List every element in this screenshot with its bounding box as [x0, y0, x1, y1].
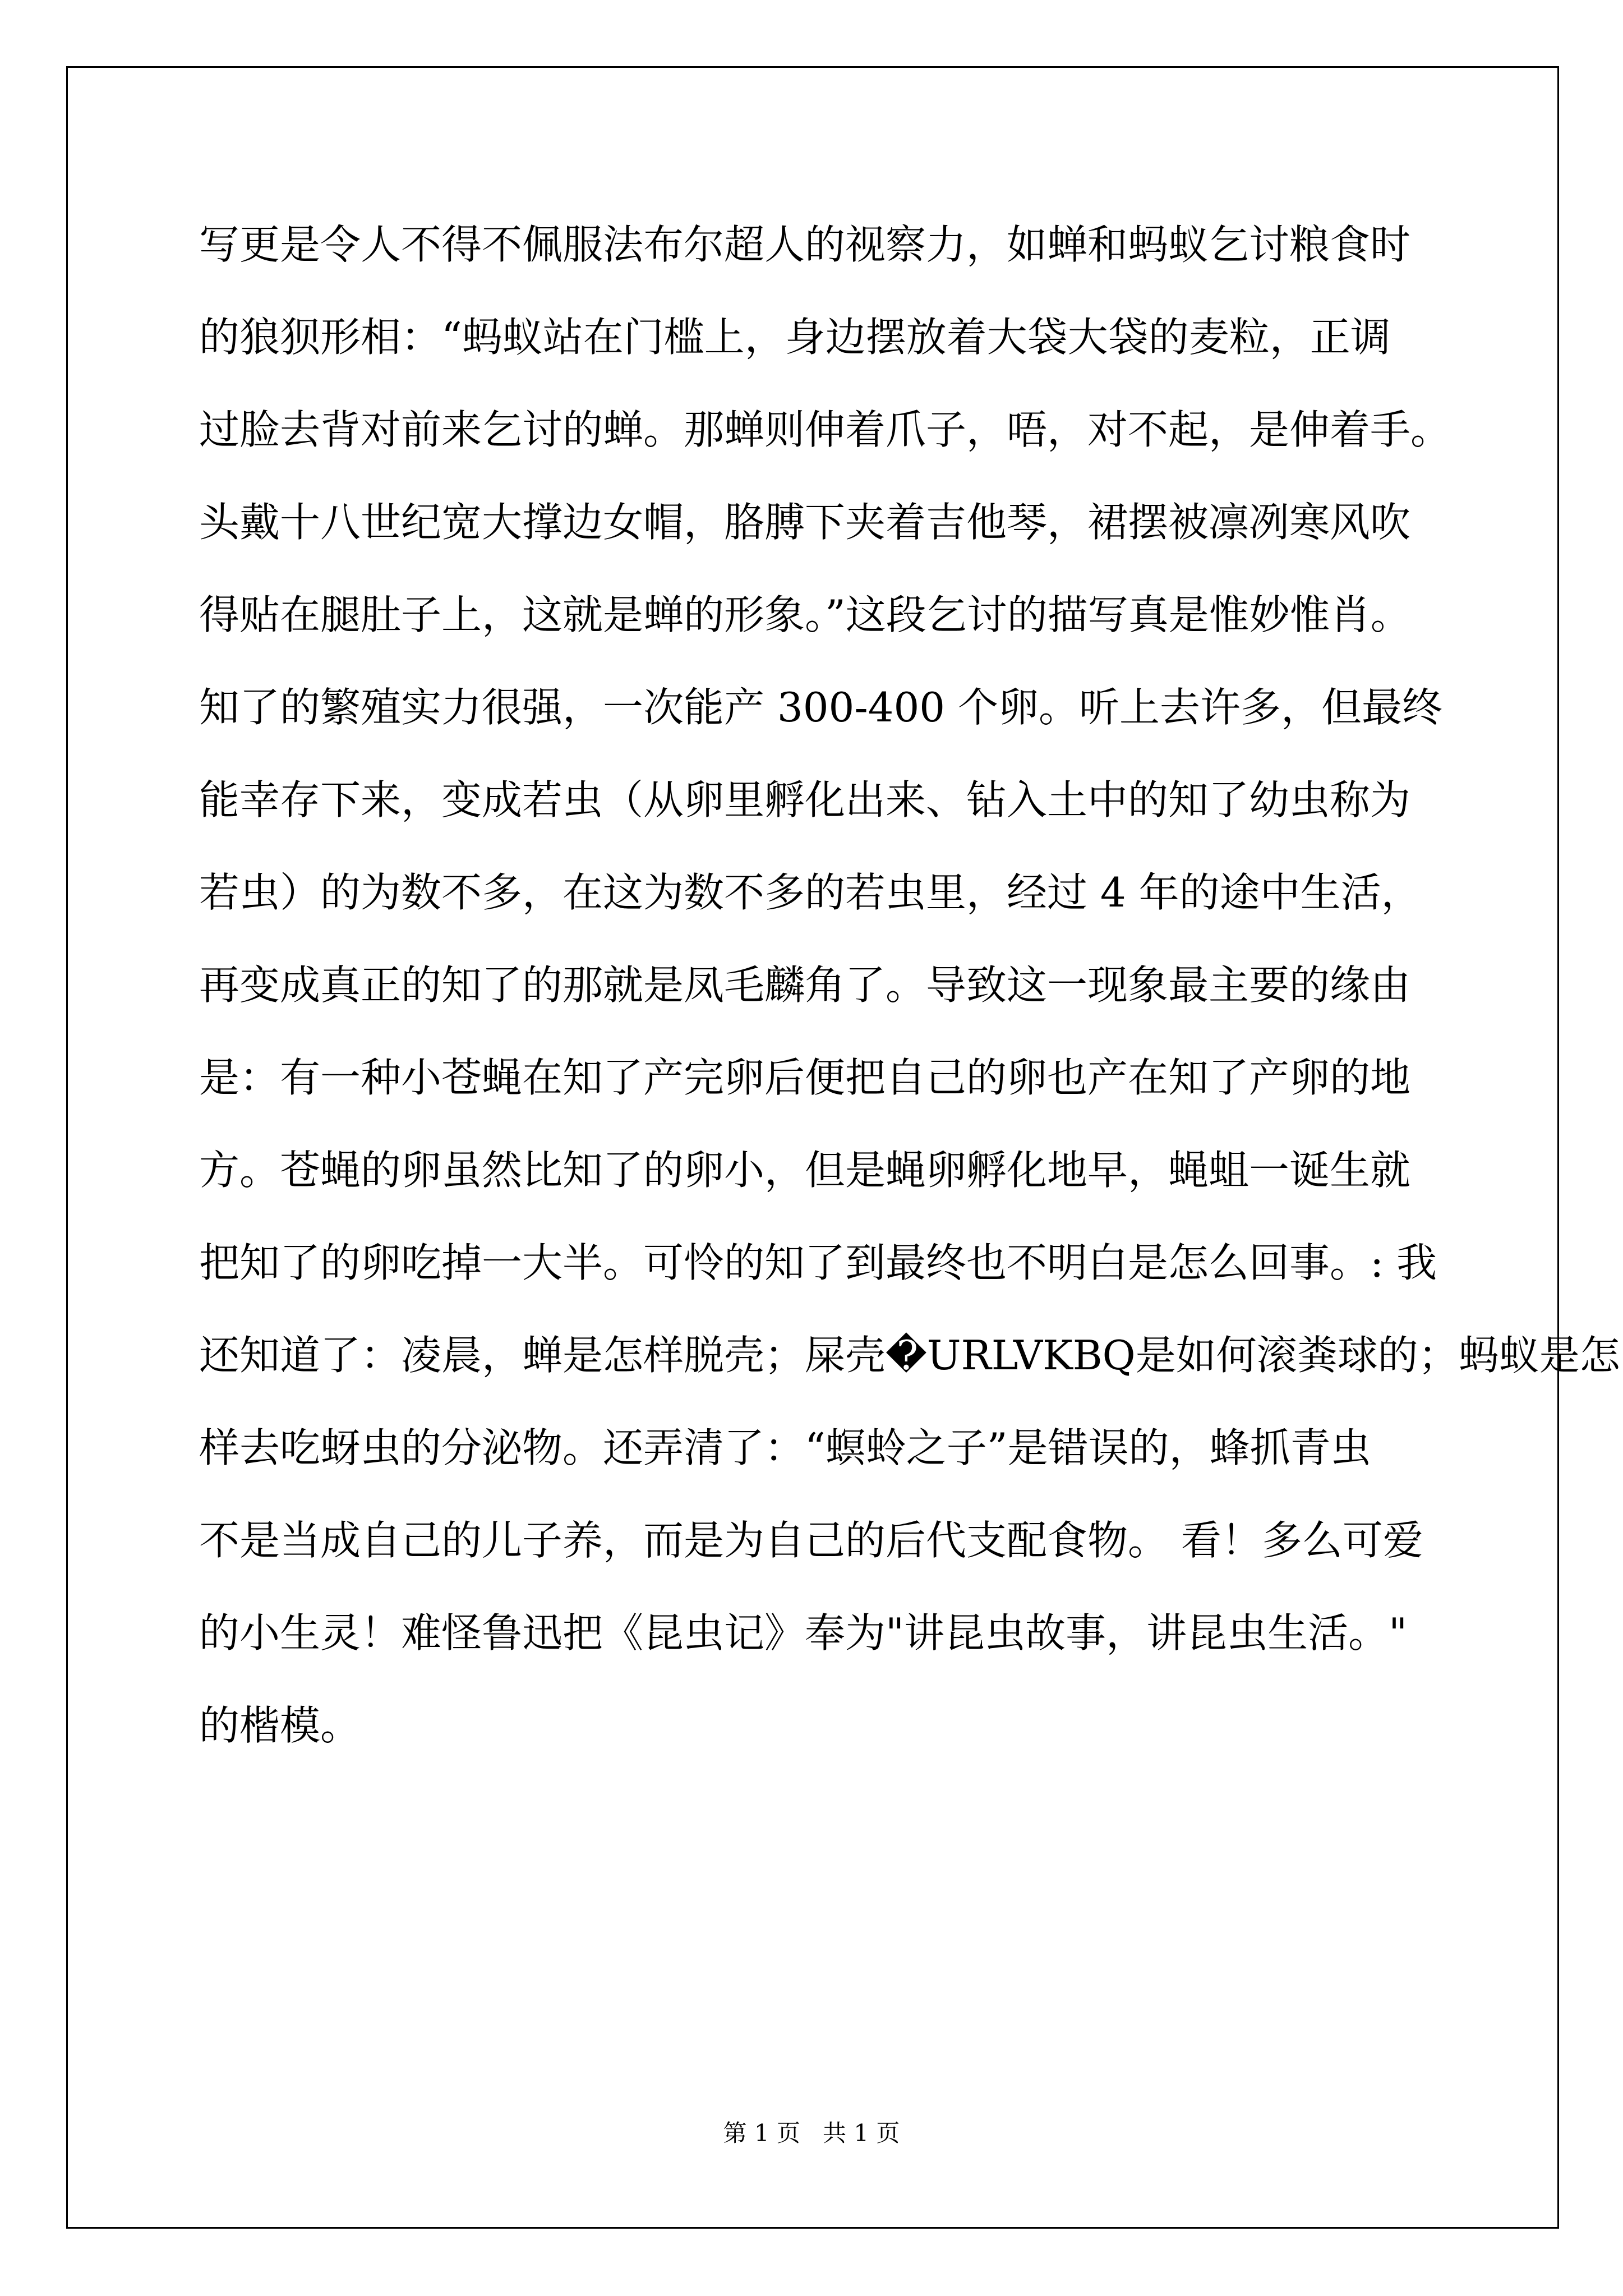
text-line: 再变成真正的知了的那就是凤毛麟角了。导致这一现象最主要的缘由: [199, 961, 1411, 1009]
text-line: 知了的繁殖实力很强，一次能产 300-400 个卵。听上去许多，但最终: [199, 684, 1442, 731]
text-line: 的小生灵！难怪鲁迅把《昆虫记》奉为"讲昆虫故事，讲昆虫生活。": [199, 1609, 1408, 1657]
text-line: 样去吃蚜虫的分泌物。还弄清了：“螟蛉之子”是错误的，蜂抓青虫: [199, 1424, 1371, 1471]
text-line: 把知了的卵吃掉一大半。可怜的知了到最终也不明白是怎么回事。: 我: [199, 1239, 1437, 1286]
text-line: 的狼狈形相：“蚂蚁站在门槛上，身边摆放着大袋大袋的麦粒，正调: [199, 314, 1391, 361]
page-total: 共 1 页: [823, 2119, 900, 2147]
text-line: 是：有一种小苍蝇在知了产完卵后便把自己的卵也产在知了产卵的地: [199, 1054, 1411, 1101]
text-line: 写更是令人不得不佩服法布尔超人的视察力，如蝉和蚂蚁乞讨粮食时: [199, 221, 1411, 268]
text-line: 还知道了：凌晨，蝉是怎样脱壳；屎壳�URLVKBQ是如何滚粪球的；蚂蚁是怎: [199, 1332, 1620, 1379]
text-line: 能幸存下来，变成若虫（从卵里孵化出来、钻入土中的知了幼虫称为: [199, 776, 1411, 823]
document-body: [199, 220, 1620, 1793]
text-line: 不是当成自己的儿子养，而是为自己的后代支配食物。 看！多么可爱: [199, 1517, 1423, 1564]
text-line: 的楷模。: [199, 1702, 361, 1749]
page-number: 第 1 页: [723, 2119, 800, 2147]
page-footer: [0, 2119, 1623, 2147]
text-line: 过脸去背对前来乞讨的蝉。那蝉则伸着爪子，唔，对不起，是伸着手。: [199, 406, 1451, 453]
text-line: 若虫）的为数不多，在这为数不多的若虫里，经过 4 年的途中生活，: [199, 869, 1422, 916]
text-line: 头戴十八世纪宽大撑边女帽，胳膊下夹着吉他琴，裙摆被凛冽寒风吹: [199, 499, 1411, 546]
text-line: 方。苍蝇的卵虽然比知了的卵小，但是蝇卵孵化地早，蝇蛆一诞生就: [199, 1147, 1411, 1194]
text-line: 得贴在腿肚子上，这就是蝉的形象。”这段乞讨的描写真是惟妙惟肖。: [199, 591, 1411, 638]
